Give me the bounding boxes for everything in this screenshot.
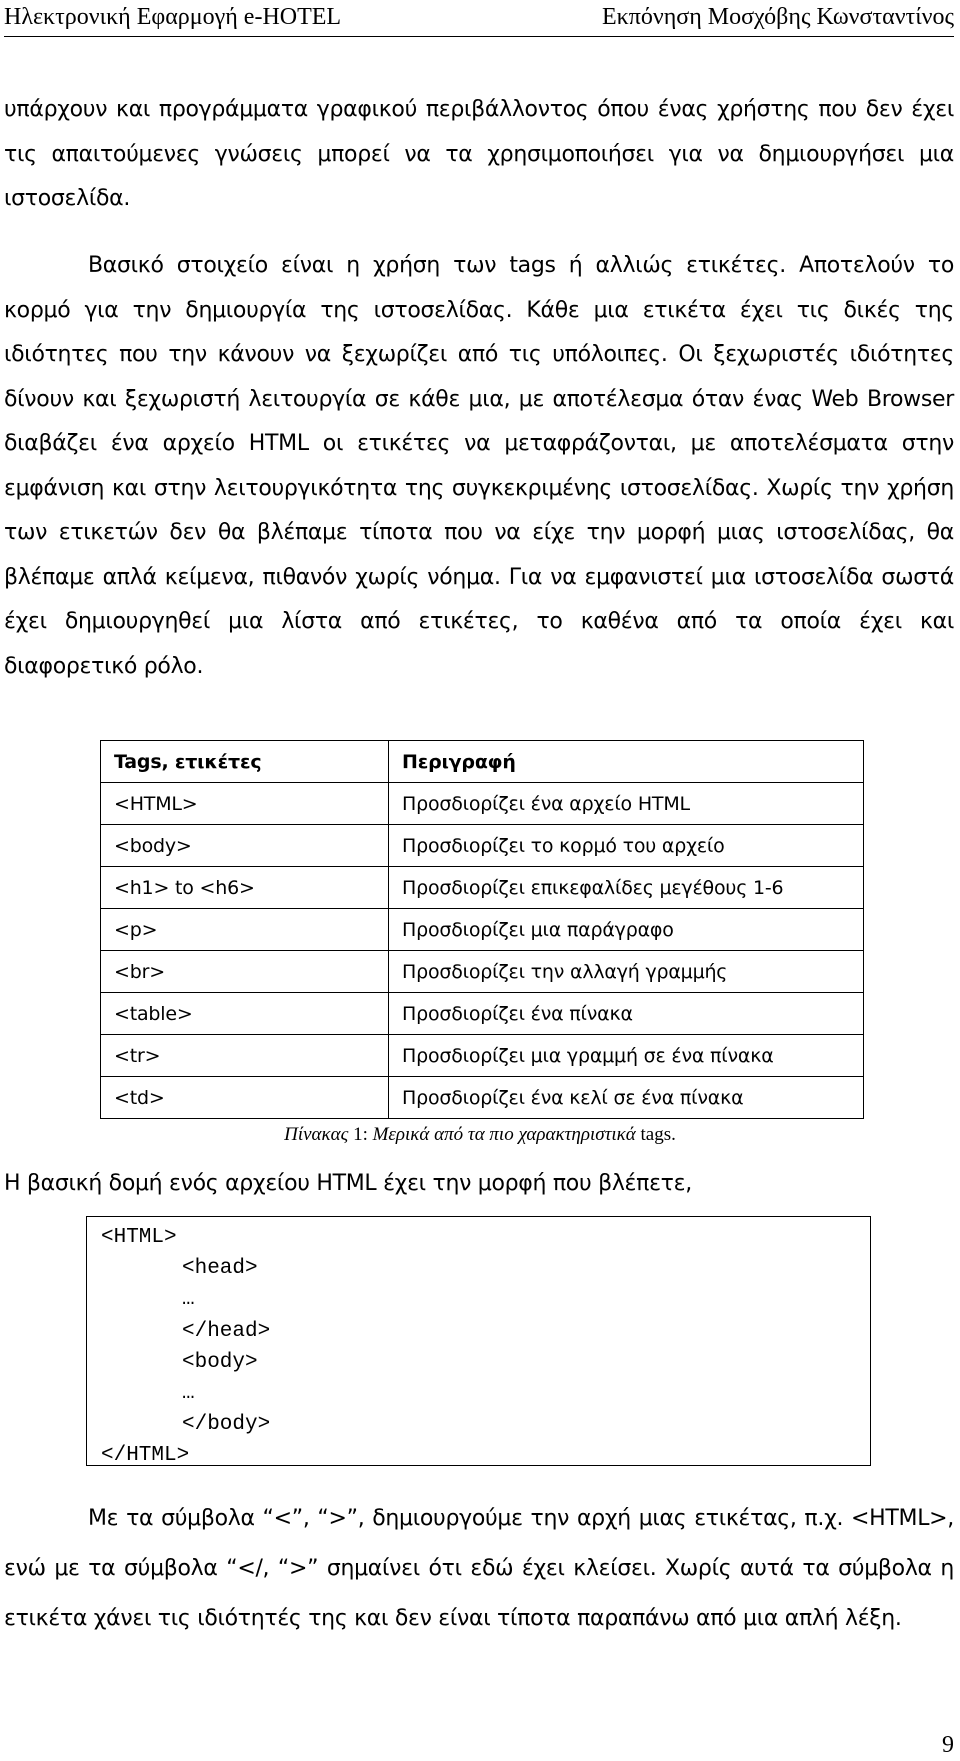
table-cell-tag: <tr> bbox=[101, 1035, 389, 1077]
caption-text: Μερικά από τα πιο χαρακτηριστικά bbox=[372, 1124, 636, 1145]
table-cell-tag: <td> bbox=[101, 1077, 389, 1119]
code-line: <body> bbox=[182, 1350, 258, 1374]
table-cell-description: Προσδιορίζει επικεφαλίδες μεγέθους 1-6 bbox=[389, 867, 864, 909]
table-cell-tag: <body> bbox=[101, 825, 389, 867]
header-author-right: Εκπόνηση Μοσχόβης Κωνσταντίνος bbox=[602, 4, 954, 30]
table-cell-description: Προσδιορίζει το κορμό του αρχείο bbox=[389, 825, 864, 867]
table-header-tags: Tags, ετικέτες bbox=[101, 741, 389, 783]
table-header-description: Περιγραφή bbox=[389, 741, 864, 783]
table-cell-tag: <HTML> bbox=[101, 783, 389, 825]
tags-table bbox=[100, 740, 864, 1119]
code-intro-text: Η βασική δομή ενός αρχείου HTML έχει την μορφή που βλέπετε, bbox=[4, 1171, 692, 1196]
code-line: </head> bbox=[182, 1319, 271, 1343]
code-line: </body> bbox=[182, 1413, 271, 1437]
page-number: 9 bbox=[942, 1732, 954, 1758]
caption-suffix: tags. bbox=[640, 1124, 676, 1145]
code-line: <HTML> bbox=[101, 1226, 177, 1249]
code-line: … bbox=[182, 1381, 195, 1405]
code-line: </HTML> bbox=[101, 1444, 190, 1468]
paragraph-intro: υπάρχουν και προγράμματα γραφικού περιβάλλοντος όπου ένας χρήστης που δεν έχει τις απαιτούμενες γνώσεις μπορεί να τα χρησιμοποιήσει για να δημιουργήσει μια ιστοσελίδα. bbox=[4, 97, 954, 211]
table-header-row bbox=[101, 741, 864, 783]
code-block bbox=[86, 1216, 871, 1466]
code-line: … bbox=[182, 1288, 195, 1312]
table-row bbox=[101, 1035, 864, 1077]
table-cell-tag: <br> bbox=[101, 951, 389, 993]
page-header bbox=[4, 2, 954, 32]
table-cell-description: Προσδιορίζει ένα πίνακα bbox=[389, 993, 864, 1035]
table-cell-description: Προσδιορίζει την αλλαγή γραμμής bbox=[389, 951, 864, 993]
table-caption: Πίνακας 1: Μερικά από τα πιο χαρακτηριστικά tags. bbox=[284, 1124, 676, 1145]
table-cell-description: Προσδιορίζει ένα κελί σε ένα πίνακα bbox=[389, 1077, 864, 1119]
table-cell-description: Προσδιορίζει ένα αρχείο HTML bbox=[389, 783, 864, 825]
caption-number: 1 bbox=[353, 1124, 363, 1145]
table-row bbox=[101, 1077, 864, 1119]
table-row bbox=[101, 909, 864, 951]
table-row bbox=[101, 783, 864, 825]
table-row bbox=[101, 993, 864, 1035]
table-row bbox=[101, 825, 864, 867]
table-cell-description: Προσδιορίζει μια παράγραφο bbox=[389, 909, 864, 951]
table-cell-tag: <table> bbox=[101, 993, 389, 1035]
paragraph-tags: Βασικό στοιχείο είναι η χρήση των tags ή αλλιώς ετικέτες. Αποτελούν το κορμό για την δημιουργία της ιστοσελίδας. Κάθε μια ετικέτα έχει τις δικές της ιδιότητες που την κάνουν να ξεχωρίζει από τις υπόλοιπες. Οι ξεχωριστές ιδιότητες δίνουν και ξεχωριστή λειτουργία σε κάθε μια, με αποτέλεσμα όταν ένας Web Browser διαβάζει ένα αρχείο HTML οι ετικέτες να μεταφράζονται, με αποτελέσματα στην εμφάνιση και στην λειτουργικότητα της συγκεκριμένης ιστοσελίδας. Χωρίς την χρήση των ετικετών δεν θα βλέπαμε τίποτα που να είχε την μορφή μιας ιστοσελίδας, θα βλέπαμε απλά κείμενα, πιθανόν χωρίς νόημα. Για να εμφανιστεί μια ιστοσελίδα σωστά έχει δημιουργηθεί μια λίστα από ετικέτες, το καθένα από τα οποία έχει και διαφορετικό ρόλο. bbox=[4, 253, 954, 679]
header-title-left: Ηλεκτρονική Εφαρμογή e-HOTEL bbox=[4, 4, 342, 30]
caption-prefix: Πίνακας bbox=[284, 1124, 349, 1145]
table-row bbox=[101, 867, 864, 909]
table-cell-description: Προσδιορίζει μια γραμμή σε ένα πίνακα bbox=[389, 1035, 864, 1077]
code-line: <head> bbox=[182, 1257, 258, 1281]
table-cell-tag: <h1> to <h6> bbox=[101, 867, 389, 909]
table-cell-tag: <p> bbox=[101, 909, 389, 951]
table-row bbox=[101, 951, 864, 993]
paragraph-symbols: Με τα σύμβολα “<”, “>”, δημιουργούμε την αρχή μιας ετικέτας, π.χ. <HTML>, ενώ με τα σύμβολα “</, “>” σημαίνει ότι εδώ έχει κλείσει. Χωρίς αυτά τα σύμβολα η ετικέτα χάνει τις ιδιότητές της και δεν είναι τίποτα παραπάνω από μια απλή λέξη. bbox=[4, 1506, 954, 1631]
header-rule bbox=[4, 36, 954, 37]
